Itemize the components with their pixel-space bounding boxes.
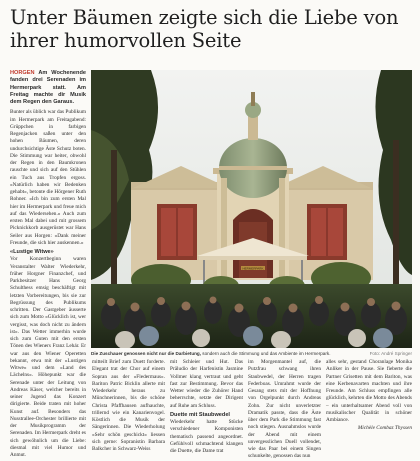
photo-credit: Foto: André Springer (369, 351, 412, 356)
subheading: Duette mit Staubwedel (170, 411, 230, 418)
subheading: «Lustige Witwe» (10, 249, 54, 256)
article-column-bottom-2 (170, 359, 243, 455)
body-paragraph: Vor Konzertbeginn waren Veranstalter Walter Wiederkehr, früher Horgner Finanzchef, und Parkbesitzer Hans Georg Schulthess emsig beschäftigt mit letzten Vorbereitungen, bis sie zur Begrüssung des Publikums schritten. Der Gastgeber äusserte sich zum Motto «Glücklich ist, wer vergisst, was doch nicht zu ändern ist». Das Wetter immerhin wurde sich zum Guten mit den ersten Tönen des Wieners Franz Lehár. Er war aus den Wiener Operetten bekannt, etwa mit der «Lustigen Witwe» und dem «Land des Lächelns». Höhepunkt war die Serenade unter der Leitung von Andreas Käser, welcher bereits in seiner Jugend das Konzert dirigierte. Beide traten mit hoher Kunst auf. Besonders das Nusstrallee-Orchester brillierte mit der Musikprogramm der Serenaden. Im Hermerpark dreht es sich gewöhnlich um die Liebe: diesmal mit viel Humor und Anmut. (10, 256, 86, 459)
body-paragraph: mit Schleier und Hut. Das Präludio der Harfenistin Jasmine Vollmer klang vertraut und geht fast zur Bestimmung. Bevor das Wetter wieder die Zuhörer Hand beherrschte, setzte der Dirigent auf Ruhe am Schluss. (170, 359, 243, 409)
concert-photo-illustration (91, 70, 412, 348)
article-column-bottom-3 (248, 359, 321, 461)
caption-text: sondern auch die Stimmung und das Ambiente im Hermerpark. (201, 351, 331, 356)
article-column-bottom-4 (326, 359, 412, 433)
body-paragraph: mitteilt Brief zum Duett forderte. Elegant trat der Chor auf einem Sopran aus der «Fledermaus». Bariton Patric Bicklin allerte mit Wiederkehr heraus zu Münchnerinnen, bis die schöne Christa Pfaffhausen aufhauchte, trillernd wie ein Kanarienvogel. Köstlich die Musik der Sängerinnen. Die Wiederholung «Sehr schön geschickt» liessen sich gerne: Sopranistin Barbara Balkcher in Schwarz-Weiss (92, 359, 165, 452)
dateline: HORGEN (10, 70, 35, 76)
concert-photo (91, 70, 412, 348)
article-column-left (10, 70, 86, 459)
photo-caption (91, 351, 412, 357)
headline: Unter Bäumen zeigte sich die Liebe von ihrer humorvollen Seite (10, 6, 399, 52)
article-column-bottom-1 (92, 359, 165, 453)
caption-bold: Die Zuschauer genossen nicht nur die Darbietung, (91, 351, 202, 356)
body-paragraph: alles sehr, gestand Choranlage Monika Anliker in der Pause. Sie fieberte die Partner Grisetten mit dem Bariton, was eine Kerbenavarten machten und ihre Freunde. Am Schluss empfingen alle glücklich, kehrten die Motto des Abends – ein unterhaltsamer Abend voll von musikalischer Qualität in schöner Ambiance. (326, 359, 412, 423)
body-paragraph: im Morgenmantel auf, die Putzfrau schwang ihren Staubwedel, der Herren tragen Federboas. Umrahmt wurde der Gesang stets mit der Hoffnung von Orgelpunkt durch Andreas Zohn. Zur nicht unverletzter Dramatik passte, dass die Äste über dem Park die Stimmung fast noch stiegen. Ausnahmslos wurde der Abend mit einem unvergesslichen Duell vollendet, wie das Paar bei einem Singen schunkelte, genossen das nun (248, 359, 321, 460)
stage-sign: HERMERPARK (242, 266, 264, 271)
author-byline: Michèle Combaz Thyssen (357, 425, 412, 432)
lead-text: Am Wochenende fanden drei Serenaden im Hermerpark statt. Am Freitag machte dir Musik dem Regen den Garaus. (10, 70, 86, 106)
article-lead (10, 70, 86, 106)
body-paragraph: Bunter als üblich war das Publikum im Hermerpark am Freitagabend: Grüppchen in farbigen Regenjacken saßen unter den hohen Bäumen, deren undurchsichtige Äste Schutz boten. Die Stimmung war heiter, obwohl der Regen in den Baumkronen rauschte und sich auf den Stühlen ein Tuch aus Tropfen ergoss. «Natürlich haben wir Bedenken gehabt», betonte die Hörgener Ruth Rohner. «Ich bin zum ersten Mal hier im Hermerpark und freue mich auf das Wiedersehen.» Auch zum ersten Mal dabei und mit grossem Picknickkorb ausgerüstet war Hans Seiler aus Horgen: «Dank meiner Freunde, die sich hier auskennen.» (10, 109, 86, 246)
body-paragraph: Wiederkehr hatte Stücke verschiedener Komponisten thematisch passend angeordnet. Gefühlvoll schmachtend klangen die Duette, die Dame trat (170, 419, 243, 454)
